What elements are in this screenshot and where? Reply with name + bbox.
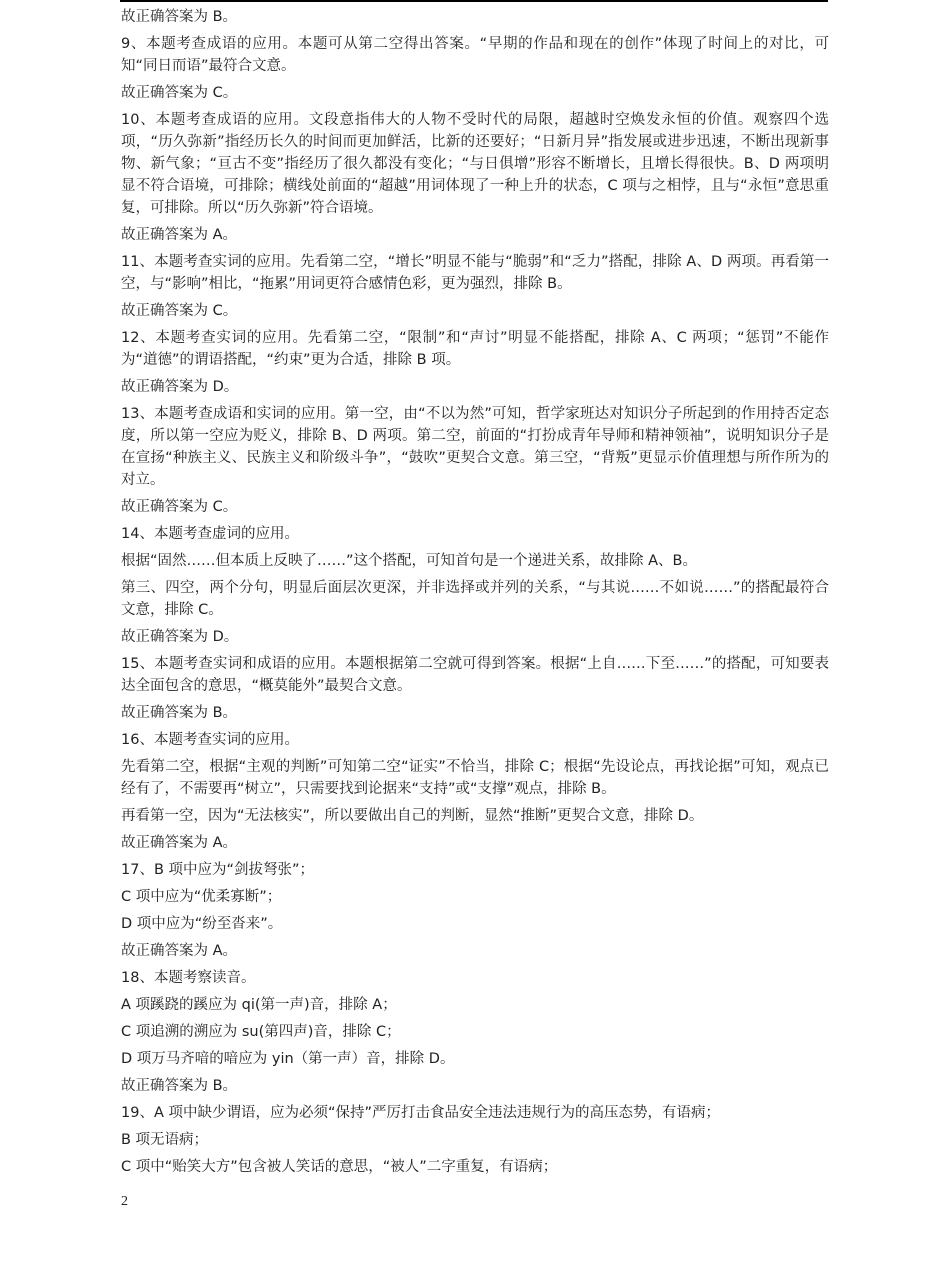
paragraph: 故正确答案为 A。 xyxy=(121,943,238,959)
page-number: 2 xyxy=(121,1194,128,1209)
paragraph: 9、本题考查成语的应用。本题可从第二空得出答案。“早期的作品和现在的创作”体现了时间上的对比，可知“同日而语”最符合文意。 xyxy=(121,36,829,74)
paragraph: 19、A 项中缺少谓语，应为必须“保持”严厉打击食品安全违法违规行为的高压态势，有语病； xyxy=(121,1105,720,1121)
paragraph: 根据“固然……但本质上反映了……”这个搭配，可知首句是一个递进关系，故排除 A、B。 xyxy=(121,553,697,569)
paragraph: D 项中应为“纷至沓来”。 xyxy=(121,916,283,932)
paragraph: 故正确答案为 A。 xyxy=(121,835,238,851)
paragraph: 13、本题考查成语和实词的应用。第一空，由“不以为然”可知，哲学家班达对知识分子所起到的作用持否定态度，所以第一空应为贬义，排除 B、D 两项。第二空，前面的“打扮成青年导师和精神领袖”，说明知识分子是在宣扬“种族主义、民族主义和阶级斗争”，“鼓吹”更契合文意。第三空，“背叛”更显示价值理想与所作所为的对立。 xyxy=(121,406,829,488)
paragraph: 故正确答案为 B。 xyxy=(121,705,238,721)
paragraph: 故正确答案为 D。 xyxy=(121,629,239,645)
paragraph: 10、本题考查成语的应用。文段意指伟大的人物不受时代的局限，超越时空焕发永恒的价值。观察四个选项，“历久弥新”指经历长久的时间而更加鲜活，比新的还要好；“日新月异”指发展或进步迅速，不断出现新事物、新气象；“亘古不变”指经历了很久都没有变化；“与日俱增”形容不断增长，且增长得很快。B、D 两项明显不符合语境，可排除；横线处前面的“超越”用词体现了一种上升的状态，C 项与之相悖，且与“永恒”意思重复，可排除。所以“历久弥新”符合语境。 xyxy=(121,112,829,216)
paragraph: 14、本题考查虚词的应用。 xyxy=(121,526,299,542)
paragraph: 17、B 项中应为“剑拔弩张”； xyxy=(121,862,315,878)
paragraph: 故正确答案为 C。 xyxy=(121,499,238,515)
paragraph: 故正确答案为 C。 xyxy=(121,303,238,319)
paragraph: 故正确答案为 B。 xyxy=(121,9,238,25)
paragraph: 18、本题考察读音。 xyxy=(121,970,256,986)
paragraph: A 项蹊跷的蹊应为 qi(第一声)音，排除 A； xyxy=(121,997,397,1013)
paragraph: B 项无语病； xyxy=(121,1132,209,1148)
header-rule xyxy=(120,0,828,2)
paragraph: 故正确答案为 B。 xyxy=(121,1078,238,1094)
paragraph: C 项中应为“优柔寡断”； xyxy=(121,889,282,905)
paragraph: C 项中“贻笑大方”包含被人笑话的意思，“被人”二字重复，有语病； xyxy=(121,1159,558,1175)
paragraph: 15、本题考查实词和成语的应用。本题根据第二空就可得到答案。根据“上自……下至……”的搭配，可知要表达全面包含的意思，“概莫能外”最契合文意。 xyxy=(121,656,829,694)
document-body xyxy=(121,6,829,1183)
paragraph: D 项万马齐喑的喑应为 yin（第一声）音，排除 D。 xyxy=(121,1051,455,1067)
paragraph: 11、本题考查实词的应用。先看第二空，“增长”明显不能与“脆弱”和“乏力”搭配，排除 A、D 两项。再看第一空，与“影响”相比，“拖累”用词更符合感情色彩，更为强烈，排除 B。 xyxy=(121,254,829,292)
paragraph: 故正确答案为 C。 xyxy=(121,85,238,101)
paragraph: C 项追溯的溯应为 su(第四声)音，排除 C； xyxy=(121,1024,401,1040)
paragraph: 12、本题考查实词的应用。先看第二空，“限制”和“声讨”明显不能搭配，排除 A、C 两项；“惩罚”不能作为“道德”的谓语搭配，“约束”更为合适，排除 B 项。 xyxy=(121,330,829,368)
paragraph: 先看第二空，根据“主观的判断”可知第二空“证实”不恰当，排除 C；根据“先设论点，再找论据”可知，观点已经有了，不需要再“树立”，只需要找到论据来“支持”或“支撑”观点，排除 B。 xyxy=(121,759,829,797)
paragraph: 16、本题考查实词的应用。 xyxy=(121,732,299,748)
paragraph: 再看第一空，因为“无法核实”，所以要做出自己的判断，显然“推断”更契合文意，排除 D。 xyxy=(121,808,704,824)
paragraph: 故正确答案为 D。 xyxy=(121,379,239,395)
paragraph: 故正确答案为 A。 xyxy=(121,227,238,243)
paragraph: 第三、四空，两个分句，明显后面层次更深，并非选择或并列的关系，“与其说……不如说……”的搭配最符合文意，排除 C。 xyxy=(121,580,829,618)
